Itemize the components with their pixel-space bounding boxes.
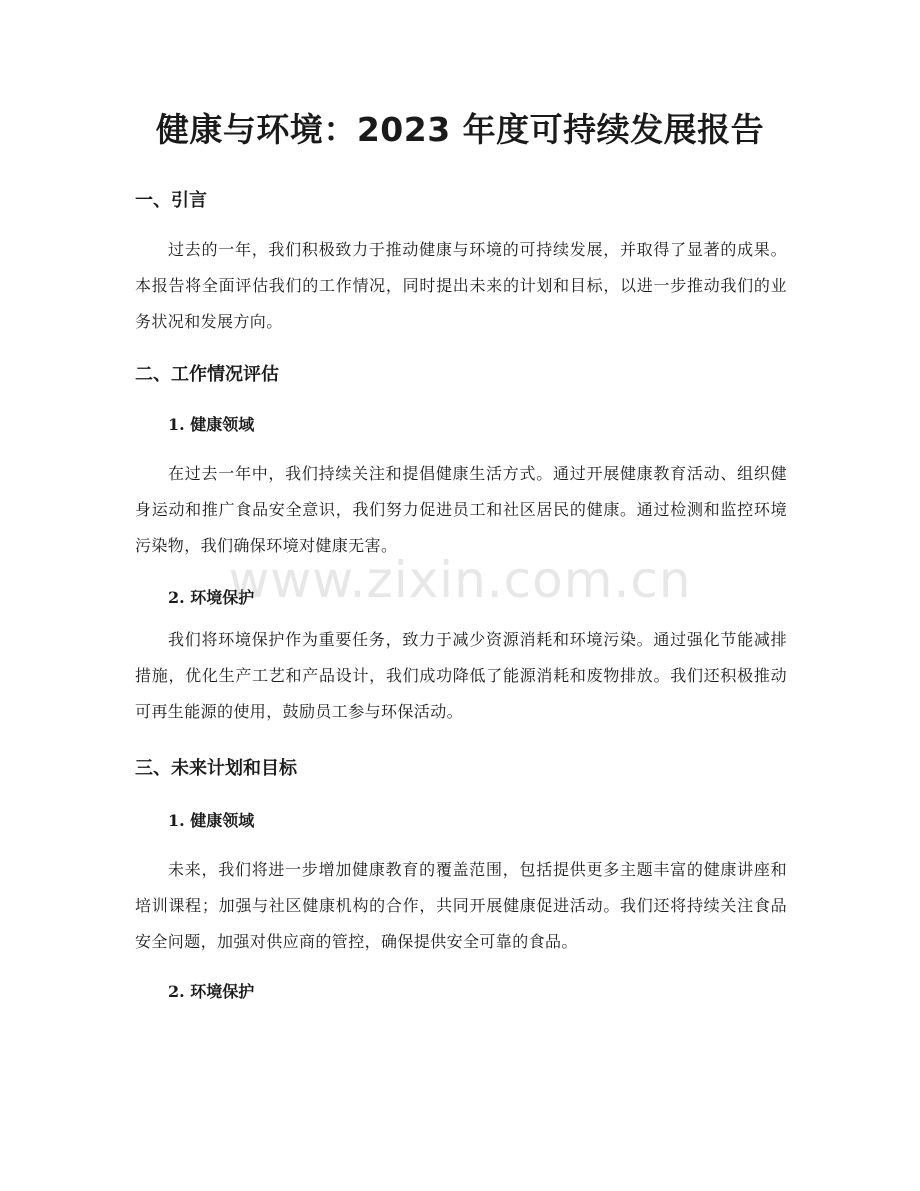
section-heading-work-evaluation: 二、工作情况评估 <box>135 364 279 385</box>
environment-evaluation-paragraph: 我们将环境保护作为重要任务，致力于减少资源消耗和环境污染。通过强化节能减排措施，优化生产工艺和产品设计，我们成功降低了能源消耗和废物排放。我们还积极推动可再生能源的使用，鼓励员工参与环保活动。 <box>135 630 787 721</box>
subsection-heading-future-environment: 2. 环境保护 <box>168 982 255 1001</box>
watermark-text: www.zixin.com.cn <box>228 551 692 609</box>
section-heading-introduction: 一、引言 <box>135 190 207 211</box>
subsection-heading-environment: 2. 环境保护 <box>168 588 255 607</box>
subsection-heading-health: 1. 健康领域 <box>168 415 255 434</box>
document-title: 健康与环境：2023 年度可持续发展报告 <box>155 110 765 149</box>
health-evaluation-paragraph: 在过去一年中，我们持续关注和提倡健康生活方式。通过开展健康教育活动、组织健身运动和推广食品安全意识，我们努力促进员工和社区居民的健康。通过检测和监控环境污染物，我们确保环境对健康无害。 <box>135 464 787 555</box>
future-health-paragraph: 未来，我们将进一步增加健康教育的覆盖范围，包括提供更多主题丰富的健康讲座和培训课程；加强与社区健康机构的合作，共同开展健康促进活动。我们还将持续关注食品安全问题，加强对供应商的管控，确保提供安全可靠的食品。 <box>135 860 787 951</box>
subsection-heading-future-health: 1. 健康领域 <box>168 811 255 830</box>
section-heading-future-plans: 三、未来计划和目标 <box>135 758 297 779</box>
introduction-paragraph: 过去的一年，我们积极致力于推动健康与环境的可持续发展，并取得了显著的成果。本报告将全面评估我们的工作情况，同时提出未来的计划和目标，以进一步推动我们的业务状况和发展方向。 <box>135 240 787 331</box>
